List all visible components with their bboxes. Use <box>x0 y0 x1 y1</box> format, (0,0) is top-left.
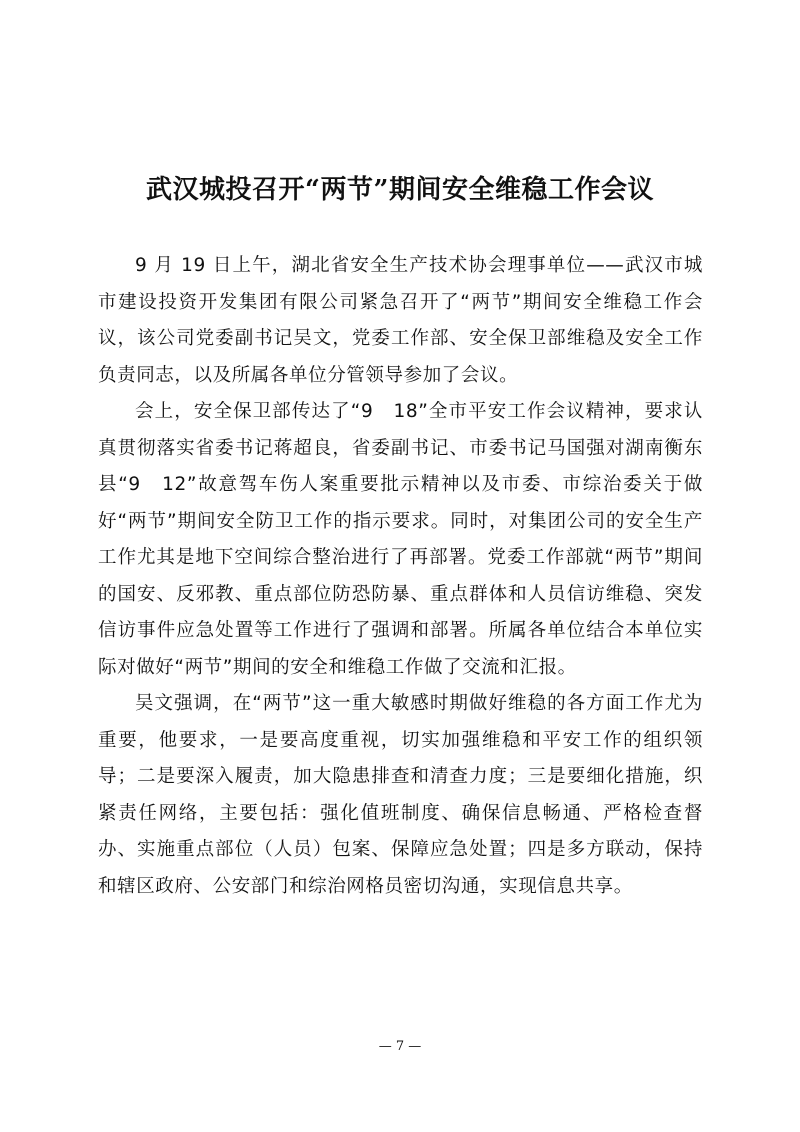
article-title: 武汉城投召开“两节”期间安全维稳工作会议 <box>146 175 654 205</box>
article-body <box>98 248 703 905</box>
paragraph-3: 吴文强调，在“两节”这一重大敏感时期做好维稳的各方面工作尤为重要，他要求，一是要高度重视，切实加强维稳和平安工作的组织领导；二是要深入履责，加大隐患排查和清查力度；三是要细化措施，织紧责任网络，主要包括：强化值班制度、确保信息畅通、严格检查督办、实施重点部位（人员）包案、保障应急处置；四是多方联动，保持和辖区政府、公安部门和综治网格员密切沟通，实现信息共享。 <box>98 693 703 897</box>
paragraph-2: 会上，安全保卫部传达了“9 18”全市平安工作会议精神，要求认真贯彻落实省委书记蒋超良，省委副书记、市委书记马国强对湖南衡东县“9 12”故意驾车伤人案重要批示精神以及市委、市综治委关于做好“两节”期间安全防卫工作的指示要求。同时，对集团公司的安全生产工作尤其是地下空间综合整治进行了再部署。党委工作部就“两节”期间的国安、反邪教、重点部位防恐防暴、重点群体和人员信访维稳、突发信访事件应急处置等工作进行了强调和部署。所属各单位结合本单位实际对做好“两节”期间的安全和维稳工作做了交流和汇报。 <box>98 401 703 678</box>
paragraph-1: 9 月 19 日上午，湖北省安全生产技术协会理事单位——武汉市城市建设投资开发集团有限公司紧急召开了“两节”期间安全维稳工作会议，该公司党委副书记吴文，党委工作部、安全保卫部维稳及安全工作负责同志，以及所属各单位分管领导参加了会议。 <box>98 255 703 386</box>
page-number: — 7 — <box>378 1039 422 1054</box>
